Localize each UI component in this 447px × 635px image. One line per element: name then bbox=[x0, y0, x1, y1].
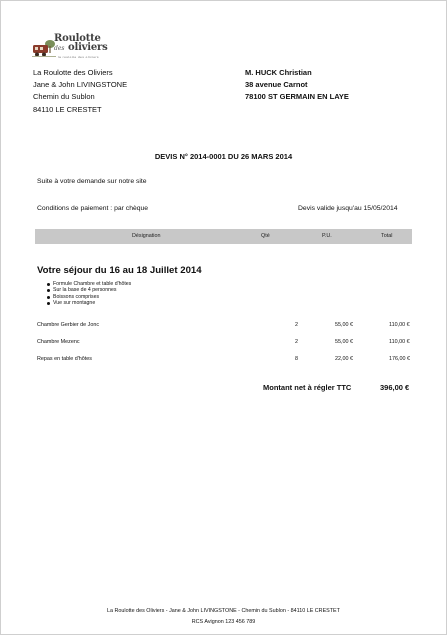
table-header bbox=[35, 229, 412, 244]
footer-company-line: La Roulotte des Oliviers - Jane & John LIVINGSTONE - Chemin du Sublon - 84110 LE CRESTET bbox=[107, 608, 340, 614]
sender-city: 84110 LE CRESTET bbox=[33, 104, 102, 114]
row-designation: Chambre Gerbier de Jonc bbox=[37, 322, 100, 328]
logo-brand-line-1: Roulotte bbox=[54, 33, 101, 44]
company-logo bbox=[32, 33, 107, 63]
sender-street: Chemin du Sublon bbox=[33, 92, 95, 102]
validity-date: Devis valide jusqu'au 15/05/2014 bbox=[298, 205, 398, 212]
row-total: 110,00 € bbox=[389, 322, 410, 328]
sender-owners: Jane & John LIVINGSTONE bbox=[33, 80, 128, 90]
header-designation: Désignation bbox=[132, 233, 161, 239]
list-item: Vue sur montagne bbox=[46, 300, 131, 306]
list-item: Sur la base de 4 personnes bbox=[46, 287, 131, 293]
header-total: Total bbox=[381, 233, 393, 239]
caravan-olive-tree-icon bbox=[32, 39, 56, 59]
quote-title: DEVIS N° 2014-0001 DU 26 MARS 2014 bbox=[154, 152, 293, 161]
sender-name: La Roulotte des Oliviers bbox=[33, 68, 113, 77]
row-designation: Repas en table d'hôtes bbox=[37, 356, 92, 362]
row-unit-price: 55,00 € bbox=[335, 322, 353, 328]
header-unit-price: P.U. bbox=[322, 233, 332, 239]
row-unit-price: 22,00 € bbox=[335, 356, 353, 362]
header-qty: Qté bbox=[261, 233, 270, 239]
list-item: Formule Chambre et table d'hôtes bbox=[46, 281, 131, 287]
footer-registration: RCS Avignon 123 456 789 bbox=[191, 619, 256, 625]
client-address bbox=[245, 67, 349, 104]
row-total: 176,00 € bbox=[389, 356, 410, 362]
logo-brand-line-2: oliviers bbox=[68, 42, 108, 53]
row-total: 110,00 € bbox=[389, 339, 410, 345]
client-name: M. HUCK Christian bbox=[245, 68, 312, 77]
logo-tagline: la roulotte des oliviers bbox=[58, 55, 100, 59]
list-item: Boissons comprises bbox=[46, 294, 131, 300]
stay-features-list bbox=[46, 281, 131, 307]
intro-text: Suite à votre demande sur notre site bbox=[37, 178, 147, 185]
stay-section-title: Votre séjour du 16 au 18 Juillet 2014 bbox=[37, 265, 202, 276]
logo-brand-line-mid: des bbox=[54, 45, 65, 52]
client-street: 38 avenue Carnot bbox=[245, 80, 308, 90]
row-unit-price: 55,00 € bbox=[335, 339, 353, 345]
grand-total-label: Montant net à régler TTC bbox=[263, 383, 352, 392]
row-qty: 2 bbox=[295, 339, 298, 345]
client-city: 78100 ST GERMAIN EN LAYE bbox=[245, 92, 349, 102]
row-designation: Chambre Mezenc bbox=[37, 339, 80, 345]
row-qty: 8 bbox=[295, 356, 298, 362]
sender-address bbox=[33, 67, 127, 116]
grand-total-value: 396,00 € bbox=[380, 383, 410, 392]
payment-terms: Conditions de paiement : par chèque bbox=[37, 205, 149, 212]
row-qty: 2 bbox=[295, 322, 298, 328]
